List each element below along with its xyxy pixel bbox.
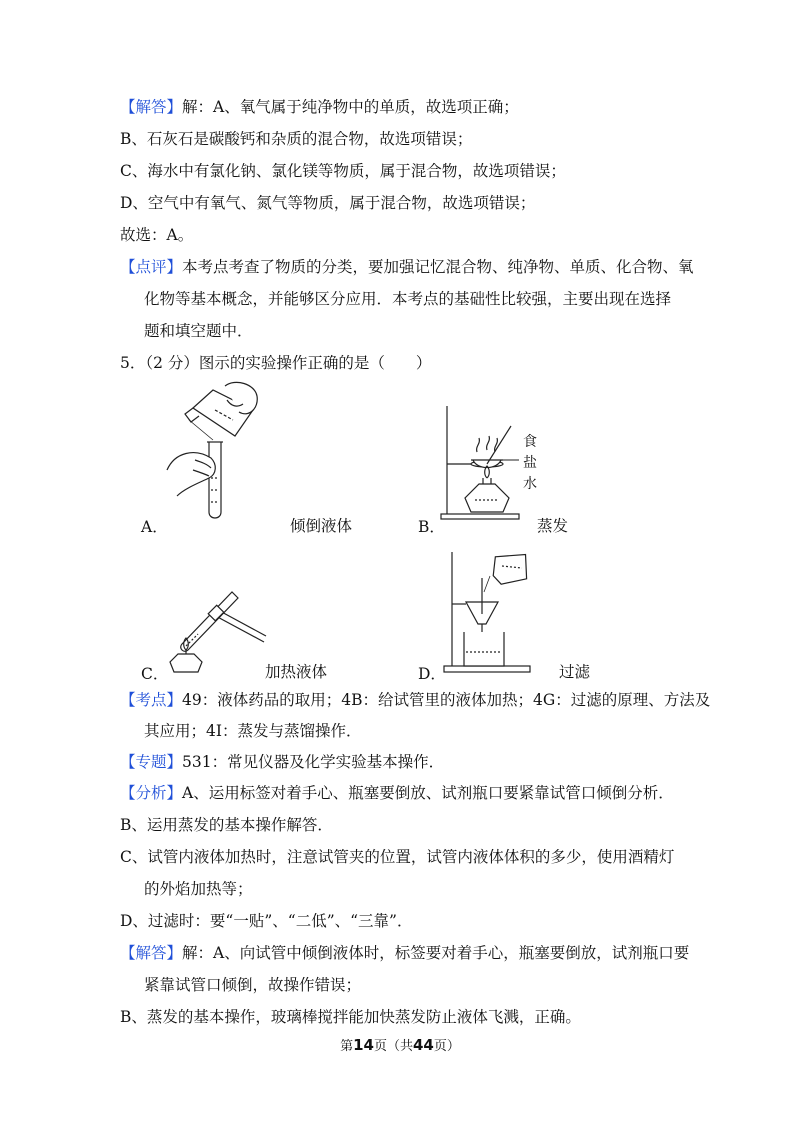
kaodian-line-1 (120, 690, 710, 710)
figure-b-label-char-1: 食 (523, 434, 537, 450)
fenxi-line-d: D、过滤时：要“一贴”、“二低”、“三靠”． (120, 912, 413, 930)
answer-text: 解：A、氧气属于纯净物中的单质，故选项正确； (182, 98, 519, 116)
option-c-label: 加热液体 (265, 663, 328, 681)
fenxi-line-c1: C、试管内液体加热时，注意试管夹的位置，试管内液体体积的多少，使用酒精灯 (120, 848, 675, 866)
option-a-letter: A． (141, 518, 168, 536)
fenxi-line-c2: 的外焰加热等； (144, 880, 253, 898)
answer-line-a (120, 97, 519, 117)
zhuanti-text: 531：常见仪器及化学实验基本操作． (182, 753, 445, 771)
option-b-letter: B． (418, 518, 445, 536)
jieda-tag: 【解答】 (120, 944, 183, 962)
figure-pouring-liquid (165, 378, 265, 523)
kaodian-tag: 【考点】 (120, 691, 183, 709)
figure-b-label-char-3: 水 (523, 476, 537, 492)
fenxi-text-a: A、运用标签对着手心、瓶塞要倒放、试剂瓶口要紧靠试管口倾倒分析． (182, 784, 674, 802)
answer-line-c: C、海水中有氯化钠、氯化镁等物质，属于混合物，故选项错误； (120, 162, 566, 180)
footer-total-pages: 44 (413, 1036, 434, 1054)
answer-choice: 故选：A。 (120, 226, 194, 244)
comment-tag: 【点评】 (120, 258, 183, 276)
jieda-line-a1 (120, 943, 689, 963)
figure-evaporation (435, 402, 525, 522)
question-stem: 5．（2 分）图示的实验操作正确的是（ ） (120, 354, 432, 372)
footer-page-number: 14 (353, 1036, 374, 1054)
figure-b-label-char-2: 盐 (523, 455, 537, 471)
kaodian-line-2: 其应用；4I：蒸发与蒸馏操作． (144, 722, 362, 740)
fenxi-line-a (120, 783, 674, 803)
fenxi-line-b: B、运用蒸发的基本操作解答． (120, 816, 333, 834)
option-d-letter: D． (418, 665, 446, 683)
footer-prefix: 第 (340, 1039, 354, 1054)
zhuanti-tag: 【专题】 (120, 753, 183, 771)
figure-filtration (438, 548, 538, 676)
figure-heating-liquid (168, 578, 268, 676)
fenxi-tag: 【分析】 (120, 784, 183, 802)
option-a-label: 倾倒液体 (290, 517, 353, 535)
footer-suffix: 页） (433, 1039, 460, 1054)
comment-line-1 (120, 257, 694, 277)
option-c-letter: C． (141, 665, 169, 683)
answer-line-b: B、石灰石是碳酸钙和杂质的混合物，故选项错误； (120, 130, 473, 148)
zhuanti-line (120, 752, 444, 772)
answer-line-d: D、空气中有氧气、氮气等物质，属于混合物，故选项错误； (120, 194, 536, 212)
option-b-label: 蒸发 (537, 517, 569, 535)
answer-tag: 【解答】 (120, 98, 183, 116)
jieda-line-a2: 紧靠试管口倾倒，故操作错误； (144, 976, 362, 994)
jieda-text-a1: 解：A、向试管中倾倒液体时，标签要对着手心，瓶塞要倒放，试剂瓶口要 (182, 944, 690, 962)
footer-mid: 页（共 (373, 1039, 413, 1054)
comment-text-1: 本考点考查了物质的分类，要加强记忆混合物、纯净物、单质、化合物、氧 (182, 258, 694, 276)
kaodian-text-1: 49：液体药品的取用；4B：给试管里的液体加热；4G：过滤的原理、方法及 (182, 691, 711, 709)
jieda-line-b: B、蒸发的基本操作，玻璃棒搅拌能加快蒸发防止液体飞溅，正确。 (120, 1008, 581, 1026)
option-d-label: 过滤 (559, 663, 591, 681)
page-footer (0, 1035, 800, 1054)
comment-line-2: 化物等基本概念，并能够区分应用．本考点的基础性比较强，主要出现在选择 (144, 290, 672, 308)
figure-b-label (523, 432, 537, 495)
comment-line-3: 题和填空题中． (144, 322, 253, 340)
